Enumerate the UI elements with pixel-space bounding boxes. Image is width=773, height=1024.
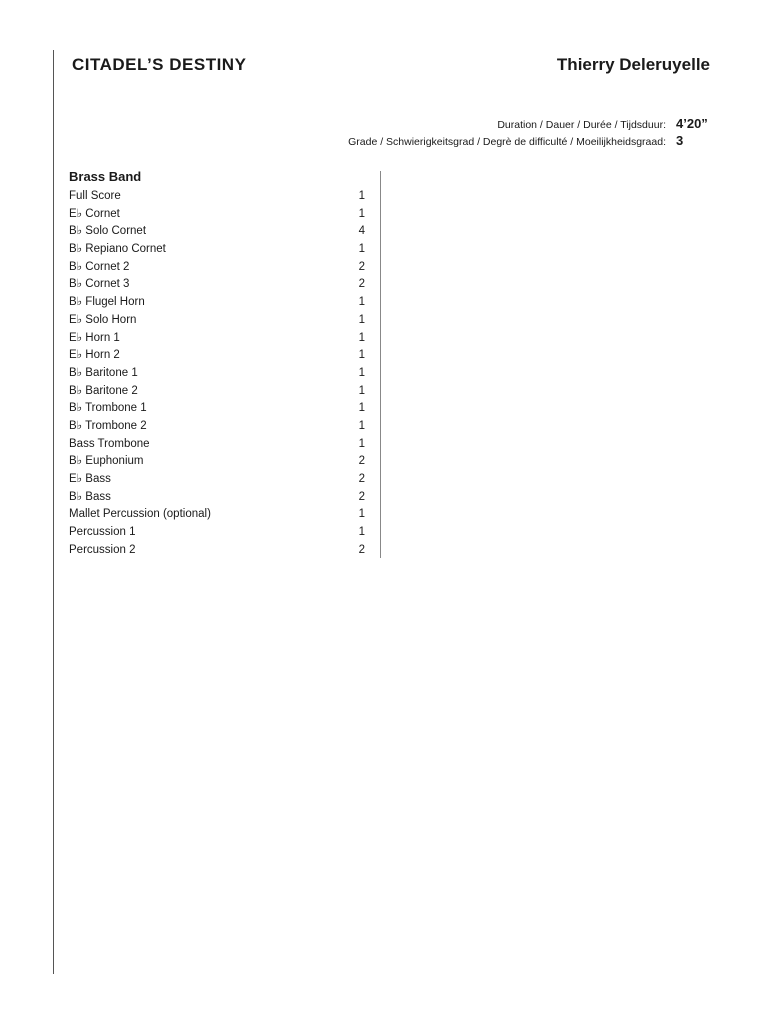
part-name: E♭ Solo Horn [69,313,137,326]
part-row [69,223,365,241]
left-margin-rule [53,50,54,974]
part-qty: 2 [358,455,365,468]
part-name: E♭ Horn 2 [69,349,120,362]
part-row [69,471,365,489]
part-name: B♭ Baritone 1 [69,366,138,379]
part-row [69,506,365,524]
part-qty: 1 [358,349,365,362]
part-row [69,259,365,277]
part-name: E♭ Horn 1 [69,331,120,344]
parts-list [69,188,365,559]
part-row [69,542,365,560]
part-row [69,489,365,507]
part-row [69,347,365,365]
duration-label: Duration / Dauer / Durée / Tijdsduur: [497,119,666,131]
part-name: B♭ Cornet 2 [69,260,130,273]
part-row [69,276,365,294]
grade-label: Grade / Schwierigkeitsgrad / Degrè de difficulté / Moeilijkheidsgraad: [348,136,666,148]
part-name: B♭ Repiano Cornet [69,243,166,256]
part-name: B♭ Baritone 2 [69,384,138,397]
part-qty: 1 [358,331,365,344]
part-row [69,524,365,542]
part-row [69,330,365,348]
composer-name: Thierry Deleruyelle [556,55,710,74]
part-qty: 1 [358,437,365,450]
grade-row [210,133,710,148]
part-name: B♭ Flugel Horn [69,296,145,309]
part-qty: 2 [358,278,365,291]
piece-title: CITADEL’S DESTINY [72,55,247,74]
part-row [69,241,365,259]
part-name: Percussion 1 [69,526,136,539]
part-name: B♭ Trombone 2 [69,419,147,432]
part-row [69,400,365,418]
part-qty: 1 [358,508,365,521]
column-divider [380,171,381,558]
part-qty: 1 [358,526,365,539]
part-qty: 1 [358,384,365,397]
part-qty: 1 [358,296,365,309]
part-name: Full Score [69,190,121,202]
part-qty: 1 [358,402,365,415]
section-heading: Brass Band [69,169,142,184]
part-qty: 2 [358,490,365,503]
part-name: B♭ Solo Cornet [69,225,147,238]
part-name: B♭ Cornet 3 [69,278,130,291]
part-name: B♭ Euphonium [69,455,144,468]
duration-row [210,116,710,131]
part-name: Percussion 2 [69,543,136,556]
part-qty: 1 [358,190,365,202]
part-qty: 1 [358,207,365,220]
part-name: Mallet Percussion (optional) [69,508,211,521]
part-row [69,418,365,436]
part-row [69,453,365,471]
part-name: B♭ Trombone 1 [69,402,147,415]
grade-value: 3 [676,133,684,148]
part-qty: 1 [358,313,365,326]
part-row [69,294,365,312]
part-row [69,436,365,454]
part-qty: 2 [358,543,365,556]
part-name: E♭ Cornet [69,207,120,220]
part-row [69,206,365,224]
part-row [69,188,365,206]
part-name: Bass Trombone [69,437,150,450]
part-row [69,383,365,401]
part-name: E♭ Bass [69,473,111,485]
part-qty: 2 [358,473,365,485]
part-qty: 1 [358,419,365,432]
part-row [69,365,365,383]
part-qty: 1 [358,366,365,379]
duration-value: 4’20” [676,116,708,131]
part-name: B♭ Bass [69,490,111,503]
part-row [69,312,365,330]
part-qty: 2 [358,260,365,273]
part-qty: 4 [358,225,365,238]
part-qty: 1 [358,243,365,256]
